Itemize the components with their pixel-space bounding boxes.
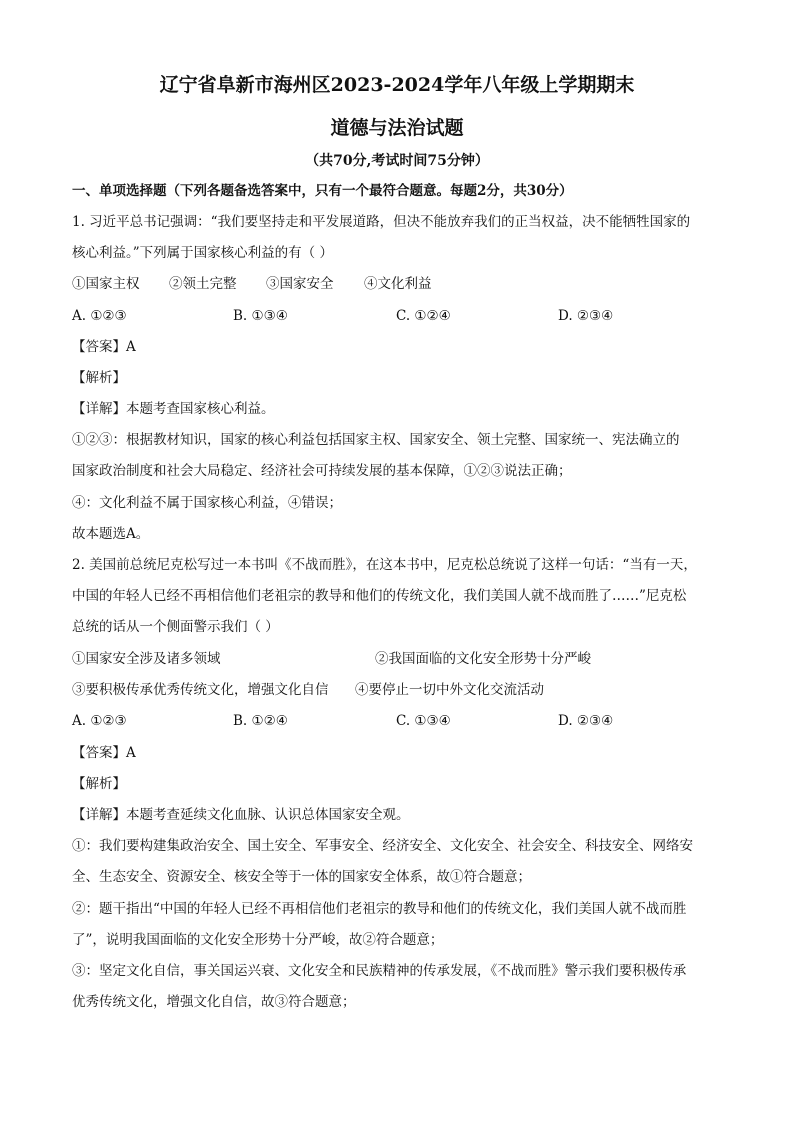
q2-explanation-2b: 了”，说明我国面临的文化安全形势十分严峻，故②符合题意；: [72, 932, 444, 948]
q1-explanation-1: ①②③：根据教材知识，国家的核心利益包括国家主权、国家安全、领土完整、国家统一、宪法确立的: [72, 432, 680, 448]
q2-explanation-1a: ①：我们要构建集政治安全、国土安全、军事安全、经济安全、文化安全、社会安全、科技安全、网络安: [72, 838, 693, 854]
q1-item-1: ①国家主权: [72, 276, 140, 292]
q2-analysis-label: 【解析】: [72, 776, 126, 792]
q2-option-a: A. ①②③: [72, 713, 127, 729]
q2-explanation-3b: 优秀传统文化，增强文化自信，故③符合题意；: [72, 994, 356, 1010]
q1-conclusion: 故本题选A。: [72, 526, 150, 542]
q2-explanation-1b: 全、生态安全、资源安全、核安全等于一体的国家安全体系，故①符合题意；: [72, 869, 531, 885]
q2-option-c: C. ①③④: [396, 713, 451, 729]
exam-info: （共70分,考试时间75分钟）: [305, 153, 489, 169]
q1-option-d: D. ②③④: [558, 308, 614, 324]
q2-stem-line-2: 中国的年轻人已经不再相信他们老祖宗的教导和他们的传统文化，我们美国人就不战而胜了……”尼克松: [72, 588, 687, 604]
q2-item-4: ④要停止一切中外文化交流活动: [355, 682, 544, 698]
q2-detail: 【详解】本题考查延续文化血脉、认识总体国家安全观。: [72, 807, 410, 823]
q1-option-a: A. ①②③: [72, 308, 127, 324]
q2-option-b: B. ①②④: [233, 713, 288, 729]
q1-explanation-3: ④：文化利益不属于国家核心利益，④错误；: [72, 495, 342, 511]
q1-item-3: ③国家安全: [266, 276, 334, 292]
q2-item-3: ③要积极传承优秀传统文化，增强文化自信: [72, 682, 329, 698]
q1-option-b: B. ①③④: [233, 308, 288, 324]
q2-item-1: ①国家安全涉及诸多领域: [72, 651, 221, 667]
q2-option-d: D. ②③④: [558, 713, 614, 729]
q2-explanation-3a: ③：坚定文化自信，事关国运兴衰、文化安全和民族精神的传承发展，《不战而胜》警示我们要积极传承: [72, 963, 687, 979]
title-line-1: 辽宁省阜新市海州区2023-2024学年八年级上学期期末: [159, 74, 635, 96]
q2-stem-line-1: 2. 美国前总统尼克松写过一本书叫《不战而胜》，在这本书中，尼克松总统说了这样一句话：“当有一天，: [72, 557, 697, 573]
q1-item-2: ②领土完整: [169, 276, 237, 292]
q2-stem-line-3: 总统的话从一个侧面警示我们（ ）: [72, 619, 279, 635]
q1-item-4: ④文化利益: [364, 276, 432, 292]
q2-answer: 【答案】A: [72, 745, 136, 761]
section-heading: 一、单项选择题（下列各题备选答案中，只有一个最符合题意。每题2分，共30分）: [72, 183, 573, 199]
q1-detail: 【详解】本题考查国家核心利益。: [72, 401, 275, 417]
q2-item-2: ②我国面临的文化安全形势十分严峻: [375, 651, 591, 667]
q1-option-c: C. ①②④: [396, 308, 451, 324]
q1-analysis-label: 【解析】: [72, 370, 126, 386]
q1-stem-line-2: 核心利益。”下列属于国家核心利益的有（ ）: [72, 245, 333, 261]
q1-stem-line-1: 1. 习近平总书记强调：“我们要坚持走和平发展道路，但决不能放弃我们的正当权益，决不能牺牲国家的: [72, 214, 691, 230]
q2-explanation-2a: ②：题干指出“中国的年轻人已经不再相信他们老祖宗的教导和他们的传统文化，我们美国人就不战而胜: [72, 901, 687, 917]
title-line-2: 道德与法治试题: [330, 117, 464, 139]
q1-answer: 【答案】A: [72, 339, 136, 355]
q1-explanation-2: 国家政治制度和社会大局稳定、经济社会可持续发展的基本保障，①②③说法正确；: [72, 463, 572, 479]
